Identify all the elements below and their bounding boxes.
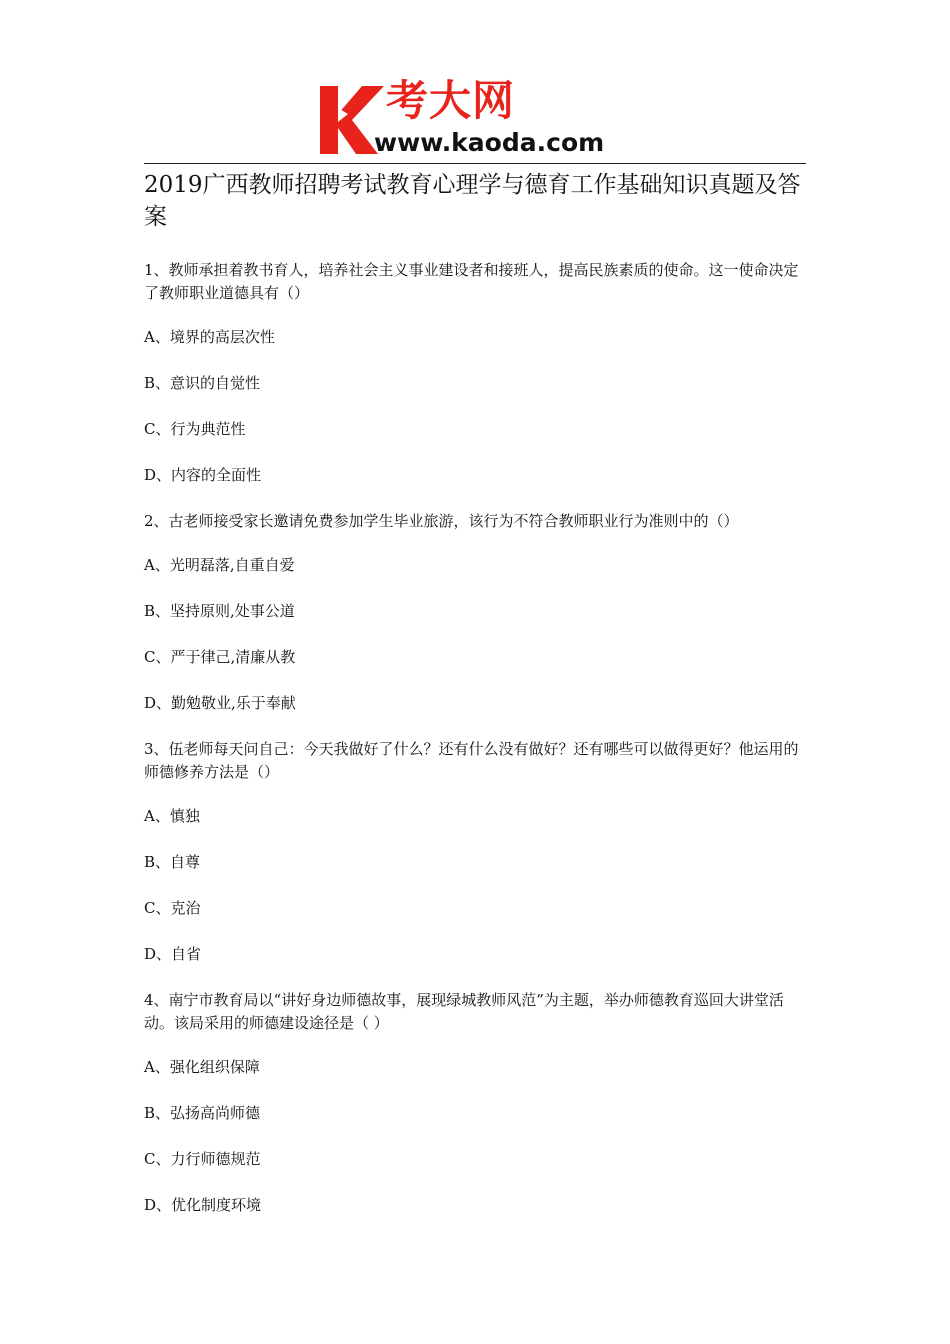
document-title: 2019广西教师招聘考试教育心理学与德育工作基础知识真题及答案 bbox=[144, 172, 801, 230]
option-c: C、行为典范性 bbox=[144, 420, 246, 438]
logo-url: www.kaoda.com bbox=[374, 128, 605, 157]
option-d: D、勤勉敬业,乐于奉献 bbox=[144, 694, 296, 712]
option-c: C、力行师德规范 bbox=[144, 1150, 261, 1168]
question-stem: 2、古老师接受家长邀请免费参加学生毕业旅游，该行为不符合教师职业行为准则中的（） bbox=[144, 512, 739, 530]
option-a: A、光明磊落,自重自爱 bbox=[144, 556, 295, 574]
option-b: B、坚持原则,处事公道 bbox=[144, 602, 295, 620]
option-c: C、克治 bbox=[144, 899, 201, 917]
question-stem: 4、南宁市教育局以“讲好身边师德故事，展现绿城教师风范”为主题，举办师德教育巡回大讲堂活动。该局采用的师德建设途径是（ ） bbox=[144, 991, 784, 1032]
option-b: B、弘扬高尚师德 bbox=[144, 1104, 261, 1122]
option-c: C、严于律己,清廉从教 bbox=[144, 648, 296, 666]
kaoda-logo bbox=[318, 78, 638, 160]
header-divider bbox=[144, 163, 806, 164]
option-a: A、境界的高层次性 bbox=[144, 328, 275, 346]
question-3 bbox=[144, 738, 808, 966]
option-a: A、强化组织保障 bbox=[144, 1058, 260, 1076]
question-4 bbox=[144, 989, 808, 1217]
option-b: B、意识的自觉性 bbox=[144, 374, 261, 392]
question-list bbox=[144, 259, 808, 1240]
option-d: D、自省 bbox=[144, 945, 202, 963]
option-a: A、慎独 bbox=[144, 807, 200, 825]
option-d: D、内容的全面性 bbox=[144, 466, 262, 484]
question-stem: 1、教师承担着教书育人，培养社会主义事业建设者和接班人，提高民族素质的使命。这一使命决定了教师职业道德具有（） bbox=[144, 261, 799, 302]
option-b: B、自尊 bbox=[144, 853, 201, 871]
option-d: D、优化制度环境 bbox=[144, 1196, 262, 1214]
logo-chinese-name: 考大网 bbox=[386, 76, 516, 125]
question-2 bbox=[144, 510, 808, 715]
question-1 bbox=[144, 259, 808, 487]
question-stem: 3、伍老师每天问自己：今天我做好了什么？还有什么没有做好？还有哪些可以做得更好？他运用的师德修养方法是（） bbox=[144, 740, 799, 781]
